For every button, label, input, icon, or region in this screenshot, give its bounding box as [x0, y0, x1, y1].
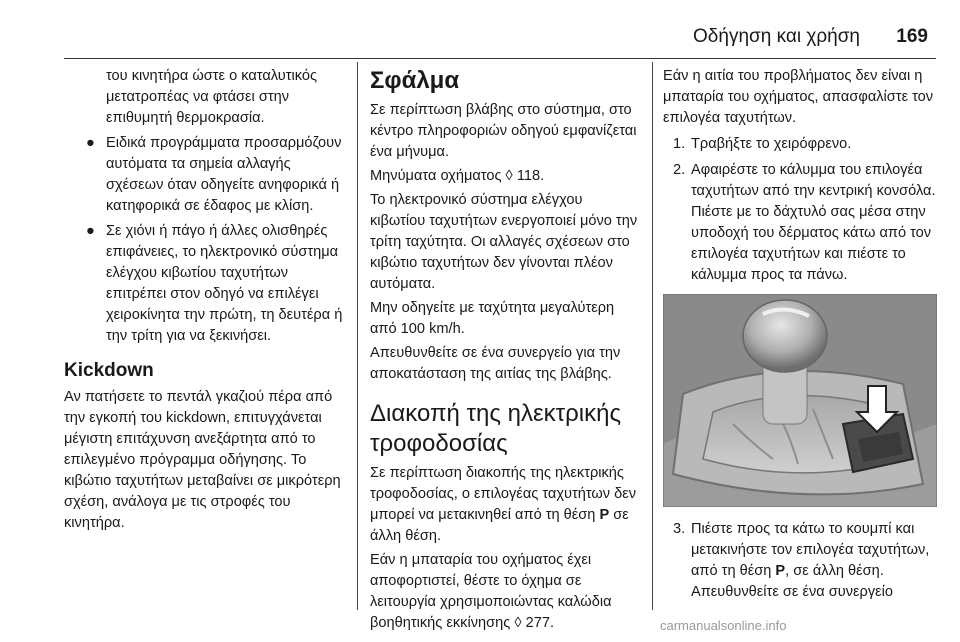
paragraph: Σε περίπτωση βλάβης στο σύστημα, στο κέντρο πληροφοριών οδηγού εμφανίζεται ένα μήνυμα. [370, 102, 637, 160]
text-span: Σε περίπτωση διακοπής της ηλεκτρικής τροφοδοσίας, ο επιλογέας ταχυτήτων δεν μπορεί να μετακινηθεί από τη θέση [370, 465, 637, 523]
list-item [64, 221, 350, 347]
list-item [663, 519, 937, 603]
paragraph: Αν πατήσετε το πεντάλ γκαζιού πέρα από την εγκοπή του kickdown, επιτυγχάνεται μέγιστη επιτάχυνση ανεξάρτητα από το επιλεγμένο πρόγραμμα οδήγησης. Το κιβώτιο ταχυτήτων μεταβαίνει σε μικρότερη σχέση, ανάλογα με τις στροφές του κινητήρα. [64, 389, 341, 531]
heading-fault: Σφάλμα [370, 67, 460, 94]
watermark: carmanualsonline.info [660, 618, 787, 633]
gear-lever-illustration [663, 294, 937, 507]
paragraph [370, 463, 640, 547]
heading-kickdown: Kickdown [64, 360, 154, 381]
paragraph: Απευθυνθείτε σε ένα συνεργείο για την αποκατάσταση της αιτίας της βλάβης. [370, 345, 621, 382]
column-divider [357, 62, 358, 610]
paragraph-continued: του κινητήρα ώστε ο καταλυτικός μετατροπέας να φτάσει στην επιθυμητή θερμοκρασία. [106, 68, 317, 126]
paragraph: Εάν η μπαταρία του οχήματος έχει αποφορτιστεί, θέστε το όχημα σε λειτουργία χρησιμοποιώντας καλώδια βοηθητικής εκκίνησης ◊ 277. [370, 552, 612, 631]
column-middle [370, 66, 640, 637]
position-label: P [599, 507, 610, 523]
list-item [663, 134, 937, 155]
step-number: 3. [673, 521, 686, 537]
text-span: Πιέστε προς τα κάτω το κουμπί και μετακινήστε τον επιλογέα ταχυτήτων, από τη θέση [691, 521, 930, 579]
paragraph: Εάν η αιτία του προβλήματος δεν είναι η μπαταρία του οχήματος, απασφαλίστε τον επιλογέα ταχυτήτων. [663, 68, 934, 126]
page-number: 169 [896, 26, 928, 47]
bullet-icon: ● [86, 135, 95, 151]
text-span: σε άλλη θέση. [370, 507, 629, 544]
list-item-text: Ειδικά προγράμματα προσαρμόζουν αυτόματα τα σημεία αλλαγής σχέσεων όταν οδηγείτε ανηφορικά ή κατηφορικά σε έδαφος με κλίση. [106, 135, 342, 214]
text-span: , σε άλλη θέση. Απευθυνθείτε σε ένα συνεργείο [691, 563, 893, 600]
column-right [663, 66, 937, 603]
step-text: Αφαιρέστε το κάλυμμα του επιλογέα ταχυτήτων από την κεντρική κονσόλα. Πιέστε με το δάχτυλό σας μέσα στην υποδοχή του δέρματος κάτω από τον επιλογέα ταχυτήτων και πιέστε το κάλυμμα προς τα πάνω. [691, 162, 936, 283]
column-left [64, 66, 350, 537]
heading-power-interruption: Διακοπή της ηλεκτρικής τροφοδοσίας [370, 400, 622, 457]
cross-reference[interactable]: Μηνύματα οχήματος ◊ 118. [370, 168, 545, 184]
list-item-text: Σε χιόνι ή πάγο ή άλλες ολισθηρές επιφάνειες, το ηλεκτρονικό σύστημα ελέγχου κιβωτίου ταχυτήτων επιτρέπει στον οδηγό να επιλέγει χειροκίνητα την πρώτη, τη δευτέρα ή την τρίτη για να ξεκινήσει. [106, 223, 343, 344]
bullet-icon: ● [86, 223, 95, 239]
section-title: Οδήγηση και χρήση [693, 26, 860, 47]
gear-selector-figure [663, 294, 937, 507]
step-number: 2. [673, 162, 686, 178]
column-divider [652, 62, 653, 610]
page-header [0, 0, 960, 62]
paragraph: Μην οδηγείτε με ταχύτητα μεγαλύτερη από 100 km/h. [370, 300, 615, 337]
paragraph: Το ηλεκτρονικό σύστημα ελέγχου κιβωτίου ταχυτήτων ενεργοποιεί μόνο την τρίτη ταχύτητα. Οι αλλαγές σχέσεων στο κιβώτιο ταχυτήτων δεν γίνονται πλέον αυτόματα. [370, 192, 638, 292]
list-item [663, 160, 937, 286]
step-text [691, 521, 929, 600]
header-rule [64, 58, 936, 59]
position-label: P [775, 563, 786, 579]
list-item [64, 133, 350, 217]
step-number: 1. [673, 136, 686, 152]
step-text: Τραβήξτε το χειρόφρενο. [691, 136, 852, 152]
